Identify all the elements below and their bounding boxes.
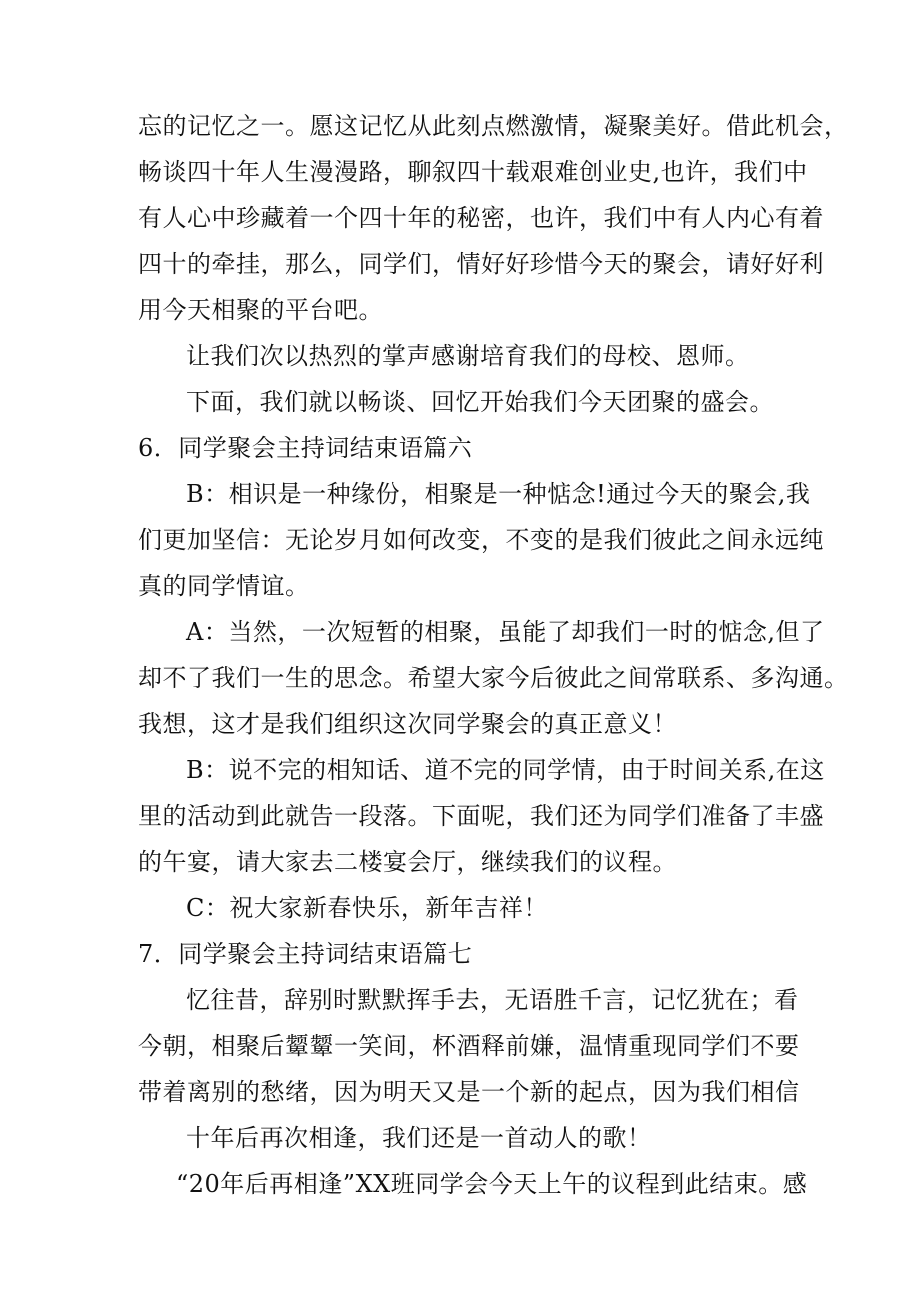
text-line-2: 畅谈四十年人生漫漫路，聊叙四十载艰难创业史,也许，我们中 [138,158,808,186]
text-line-17: 的午宴，请大家去二楼宴会厅，继续我们的议程。 [138,848,677,876]
text-line-10: 们更加坚信：无论岁月如何改变，不变的是我们彼此之间永远纯 [138,526,824,554]
text-line-1: 忘的记忆之一。愿这记忆从此刻点燃激情，凝聚美好。借此机会， [138,112,849,140]
text-line-20: 忆往昔，辞别时默默挥手去，无语胜千言，记忆犹在；看 [186,986,799,1014]
section-heading-7: 7．同学聚会主持词结束语篇七 [138,940,473,968]
text-line-13: 却不了我们一生的思念。希望大家今后彼此之间常联系、多沟通。 [138,664,849,692]
section-heading-6: 6．同学聚会主持词结束语篇六 [138,434,473,462]
text-line-23: 十年后再次相逢，我们还是一首动人的歌！ [186,1124,652,1152]
text-line-9: B：相识是一种缘份，相聚是一种惦念!通过今天的聚会,我 [186,480,811,508]
text-line-6: 让我们次以热烈的掌声感谢培育我们的母校、恩师。 [186,342,750,370]
text-line-15: B：说不完的相知话、道不完的同学情，由于时间关系,在这 [186,756,825,784]
text-line-12: A：当然，一次短暂的相聚，虽能了却我们一时的惦念,但了 [186,618,825,646]
text-line-7: 下面，我们就以畅谈、回忆开始我们今天团聚的盛会。 [186,388,774,416]
text-line-24: “20年后再相逢”XX班同学会今天上午的议程到此结束。感 [176,1170,808,1198]
text-line-11: 真的同学情谊。 [138,572,310,600]
text-line-18: C：祝大家新春快乐，新年吉祥！ [186,894,548,922]
text-line-5: 用今天相聚的平台吧。 [138,296,383,324]
text-line-3: 有人心中珍藏着一个四十年的秘密，也许，我们中有人内心有着 [138,204,824,232]
text-line-4: 四十的牵挂，那么，同学们，情好好珍惜今天的聚会，请好好利 [138,250,824,278]
text-line-22: 带着离别的愁绪，因为明天又是一个新的起点，因为我们相信 [138,1078,800,1106]
text-line-16: 里的活动到此就告一段落。下面呢，我们还为同学们准备了丰盛 [138,802,824,830]
text-line-14: 我想，这才是我们组织这次同学聚会的真正意义！ [138,710,677,738]
text-line-21: 今朝，相聚后颦颦一笑间，杯酒释前嫌，温情重现同学们不要 [138,1032,800,1060]
